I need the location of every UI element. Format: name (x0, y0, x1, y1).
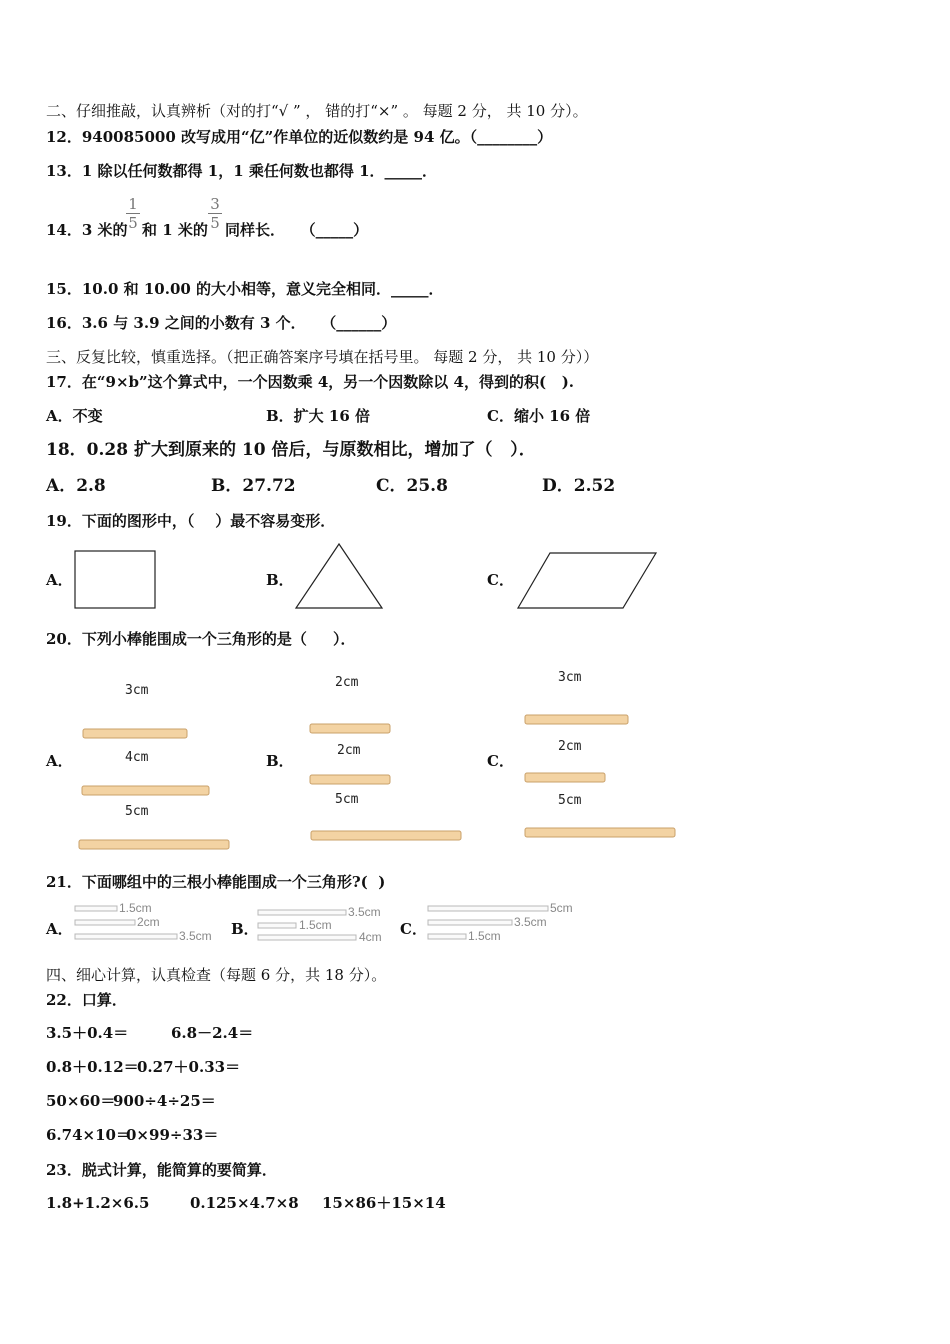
question-23: 23．脱式计算，能简算的要简算． (46, 1161, 277, 1179)
stick (75, 934, 177, 939)
stick-label: 5cm (558, 793, 582, 808)
question-12: 12．940085000 改写成用“亿”作单位的近似数约是 94 亿。（________） (46, 128, 553, 146)
stick (75, 920, 135, 925)
oral-calc-item: 900÷4÷25＝ (113, 1092, 216, 1110)
question-18: 18．0.28 扩大到原来的 10 倍后，与原数相比，增加了（ ）． (46, 440, 536, 460)
stick-label: 3cm (558, 670, 582, 685)
stick (525, 828, 675, 837)
fraction-numerator: 3 (210, 195, 220, 213)
parallelogram-shape (518, 553, 656, 608)
stick (258, 910, 346, 915)
stick-label: 1.5cm (119, 901, 152, 915)
stick-label: 5cm (125, 804, 149, 819)
q20-option-c: C． (487, 752, 514, 770)
q20-group-c (525, 670, 675, 837)
question-22: 22．口算． (46, 991, 127, 1009)
oral-calc-item: 6.8－2.4＝ (171, 1024, 254, 1042)
q19-option-c: C． (487, 571, 514, 589)
oral-calc-item: 0×99÷33＝ (126, 1126, 219, 1144)
stick (75, 906, 117, 911)
q19-option-a: A． (46, 571, 73, 589)
stick-label: 3.5cm (348, 905, 381, 919)
step-calc-item: 15×86＋15×14 (322, 1194, 446, 1212)
stick (428, 934, 466, 939)
q21-group-a (75, 901, 212, 943)
q21-option-a: A． (46, 920, 73, 938)
question-15: 15．10.0 和 10.00 的大小相等，意义完全相同．_____． (46, 280, 444, 298)
q20-group-b (310, 675, 461, 840)
stick (79, 840, 229, 849)
q21-group-c (428, 901, 573, 943)
q20-option-b: B． (266, 752, 294, 770)
question-16: 16．3.6 与 3.9 之间的小数有 3 个． （______） (46, 314, 397, 332)
oral-calc-item: 6.74×10＝ (46, 1126, 131, 1144)
stick (428, 906, 548, 911)
section-3-header: 三、反复比较，慎重选择。（把正确答案序号填在括号里。 每题 2 分， 共 10 分）） (46, 348, 599, 366)
q18-option-d: D．2.52 (542, 476, 616, 496)
question-19: 19．下面的图形中，（ ）最不容易变形． (46, 512, 336, 530)
question-14-suffix: 同样长． （_____） (225, 221, 369, 239)
stick (428, 920, 512, 925)
q18-option-b: B．27.72 (211, 476, 296, 496)
step-calc-item: 1.8+1.2×6.5 (46, 1194, 150, 1212)
step-calc-item: 0.125×4.7×8 (190, 1194, 299, 1212)
fraction-denominator: 5 (210, 214, 220, 232)
rectangle-shape (75, 551, 155, 608)
stick (310, 724, 390, 733)
stick (83, 729, 187, 738)
stick-label: 5cm (550, 901, 573, 915)
question-14-prefix: 14．3 米的 (46, 221, 128, 239)
q19-option-b: B． (266, 571, 294, 589)
stick (258, 923, 296, 928)
stick-label: 2cm (335, 675, 359, 690)
q17-option-c: C．缩小 16 倍 (487, 407, 591, 425)
oral-calc-item: 0.8＋0.12＝ (46, 1058, 139, 1076)
stick-label: 1.5cm (299, 918, 332, 932)
q17-option-a: A．不变 (46, 407, 103, 425)
question-17: 17．在“9×b”这个算式中，一个因数乘 4，另一个因数除以 4，得到的积( ). (46, 373, 575, 391)
q21-option-c: C． (400, 920, 427, 938)
stick (310, 775, 390, 784)
stick-label: 5cm (335, 792, 359, 807)
stick-label: 2cm (558, 739, 582, 754)
fraction-numerator: 1 (128, 195, 138, 213)
triangle-shape (296, 544, 382, 608)
q18-option-c: C．25.8 (376, 476, 448, 496)
question-13: 13．1 除以任何数都得 1，1 乘任何数也都得 1．_____． (46, 162, 438, 180)
stick (258, 935, 356, 940)
section-4-header: 四、细心计算，认真检查（每题 6 分，共 18 分）。 (46, 966, 387, 984)
stick-label: 3cm (125, 683, 149, 698)
q18-option-a: A．2.8 (46, 476, 106, 496)
q20-group-a (79, 683, 229, 849)
q21-group-b (258, 905, 382, 944)
question-20: 20．下列小棒能围成一个三角形的是（ ）． (46, 630, 356, 648)
stick-label: 3.5cm (514, 915, 547, 929)
fraction-denominator: 5 (128, 214, 138, 232)
oral-calc-item: 3.5＋0.4＝ (46, 1024, 129, 1042)
q21-option-b: B． (231, 920, 259, 938)
stick-label: 4cm (359, 930, 382, 944)
stick (525, 773, 605, 782)
oral-calc-item: 50×60＝ (46, 1092, 116, 1110)
stick-label: 2cm (337, 743, 361, 758)
stick-label: 1.5cm (468, 929, 501, 943)
q17-option-b: B．扩大 16 倍 (266, 407, 370, 425)
stick (525, 715, 628, 724)
stick (311, 831, 461, 840)
stick (82, 786, 209, 795)
oral-calc-item: 0.27＋0.33＝ (137, 1058, 241, 1076)
stick-label: 4cm (125, 750, 149, 765)
question-14-mid: 和 1 米的 (142, 221, 208, 239)
question-21: 21．下面哪组中的三根小棒能围成一个三角形?( ) (46, 873, 386, 891)
stick-label: 3.5cm (179, 929, 212, 943)
q20-option-a: A． (46, 752, 73, 770)
stick-label: 2cm (137, 915, 160, 929)
section-2-header: 二、仔细推敲，认真辨析（对的打“√ ” ， 错的打“×” 。 每题 2 分， 共 10 分）。 (46, 102, 588, 120)
